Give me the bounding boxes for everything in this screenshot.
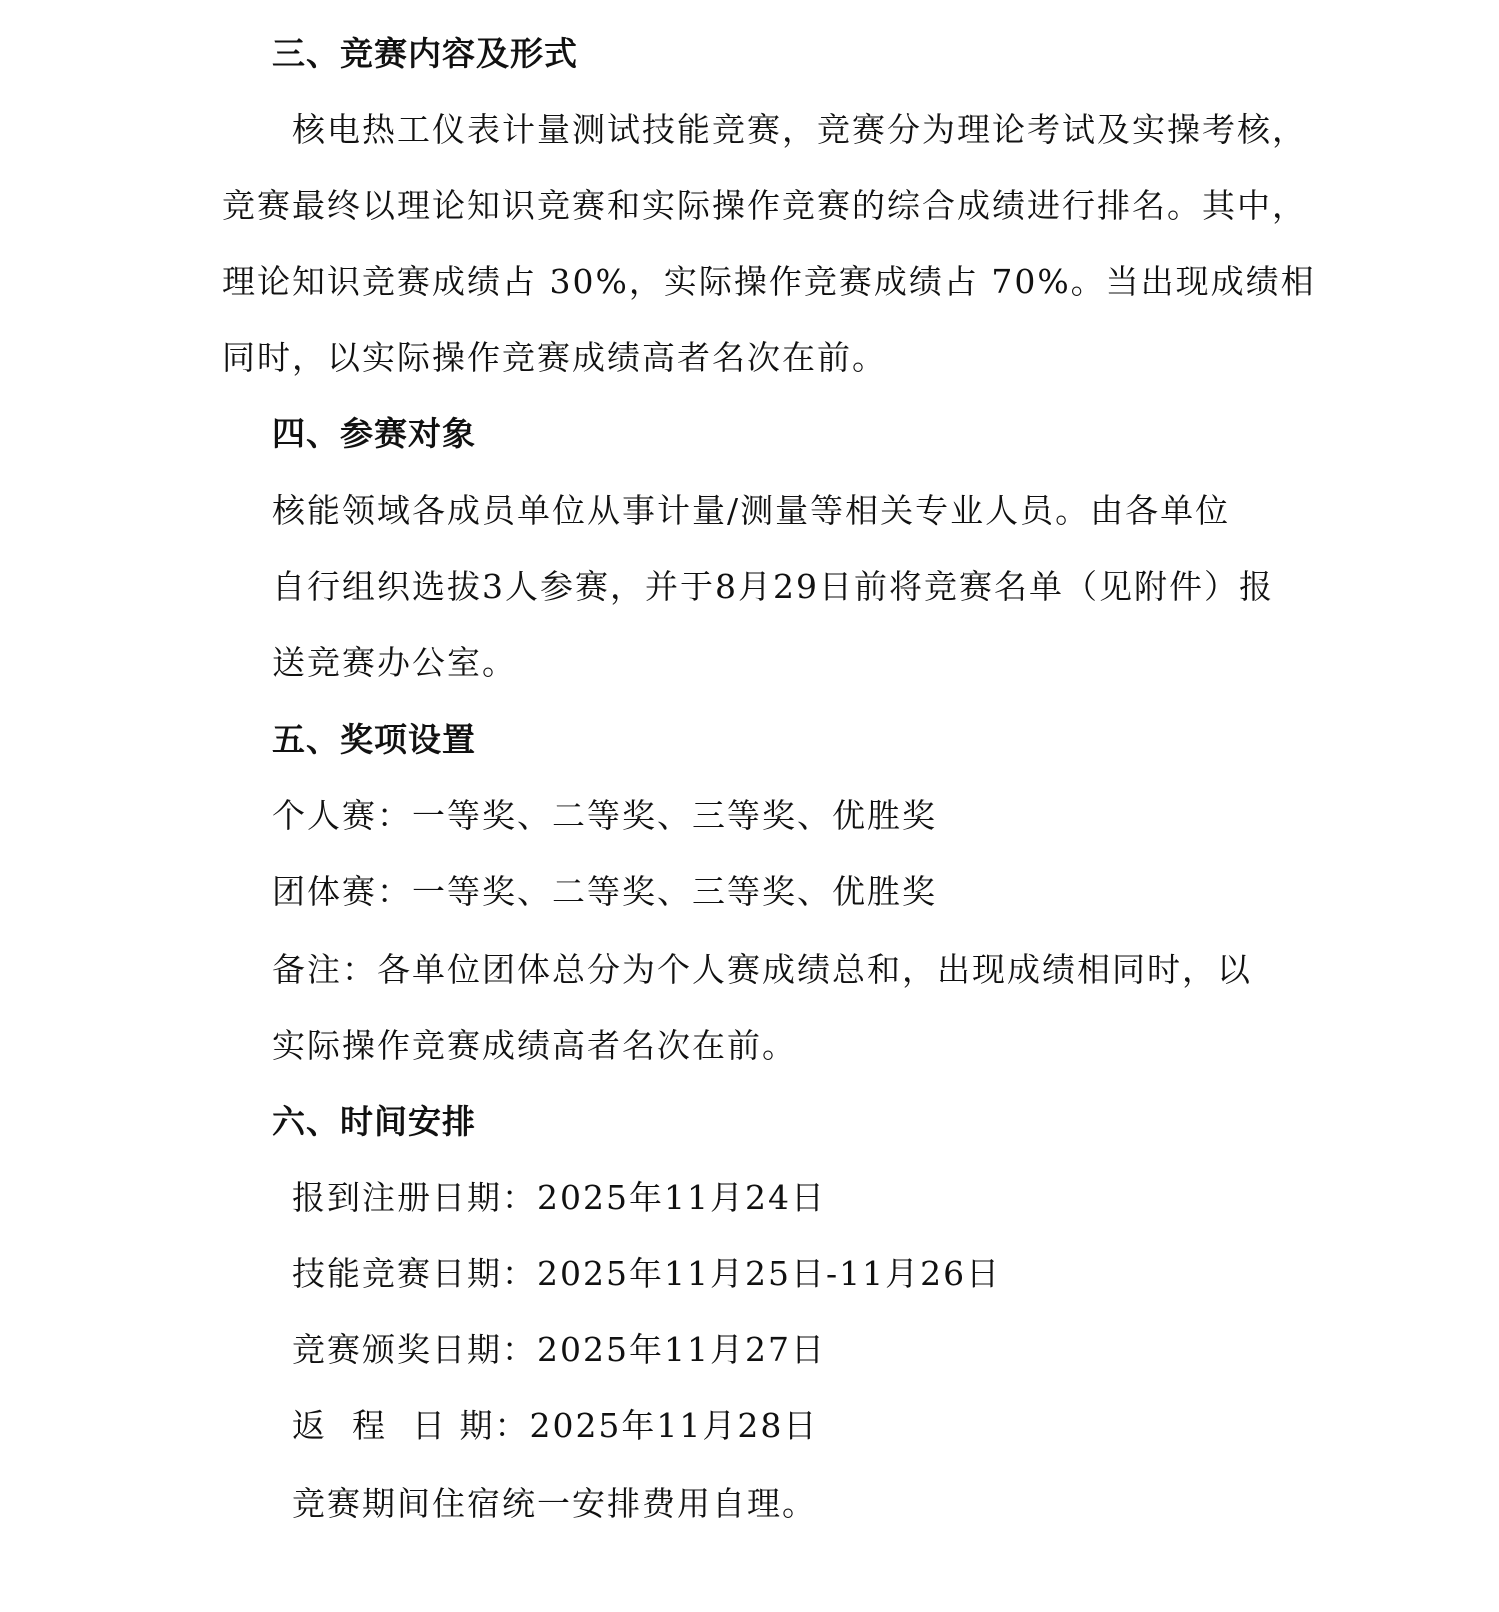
paragraph-line: 备注：各单位团体总分为个人赛成绩总和，出现成绩相同时，以 xyxy=(272,950,1252,989)
section-heading-participants: 四、参赛对象 xyxy=(272,414,476,453)
section-heading-content-format: 三、竞赛内容及形式 xyxy=(272,34,578,73)
schedule-line: 报到注册日期：2025年11月24日 xyxy=(292,1178,826,1217)
paragraph-line: 核能领域各成员单位从事计量/测量等相关专业人员。由各单位 xyxy=(272,491,1231,530)
section-heading-awards: 五、奖项设置 xyxy=(272,720,476,759)
paragraph-line: 同时，以实际操作竞赛成绩高者名次在前。 xyxy=(222,338,887,377)
paragraph-line: 自行组织选拔3人参赛，并于8月29日前将竞赛名单（见附件）报 xyxy=(272,567,1274,606)
paragraph-line: 核电热工仪表计量测试技能竞赛，竞赛分为理论考试及实操考核， xyxy=(292,110,1307,149)
paragraph-line: 个人赛：一等奖、二等奖、三等奖、优胜奖 xyxy=(272,796,937,835)
schedule-line: 竞赛颁奖日期：2025年11月27日 xyxy=(292,1330,826,1369)
paragraph-line: 送竞赛办公室。 xyxy=(272,643,517,682)
paragraph-line: 理论知识竞赛成绩占 30%，实际操作竞赛成绩占 70%。当出现成绩相 xyxy=(222,262,1316,301)
schedule-line: 竞赛期间住宿统一安排费用自理。 xyxy=(292,1484,817,1523)
paragraph-line: 竞赛最终以理论知识竞赛和实际操作竞赛的综合成绩进行排名。其中， xyxy=(222,186,1307,225)
section-heading-schedule: 六、时间安排 xyxy=(272,1102,476,1141)
schedule-line: 返 程 日 期：2025年11月28日 xyxy=(292,1406,819,1445)
paragraph-line: 实际操作竞赛成绩高者名次在前。 xyxy=(272,1026,797,1065)
paragraph-line: 团体赛：一等奖、二等奖、三等奖、优胜奖 xyxy=(272,872,937,911)
schedule-line: 技能竞赛日期：2025年11月25日-11月26日 xyxy=(292,1254,1002,1293)
